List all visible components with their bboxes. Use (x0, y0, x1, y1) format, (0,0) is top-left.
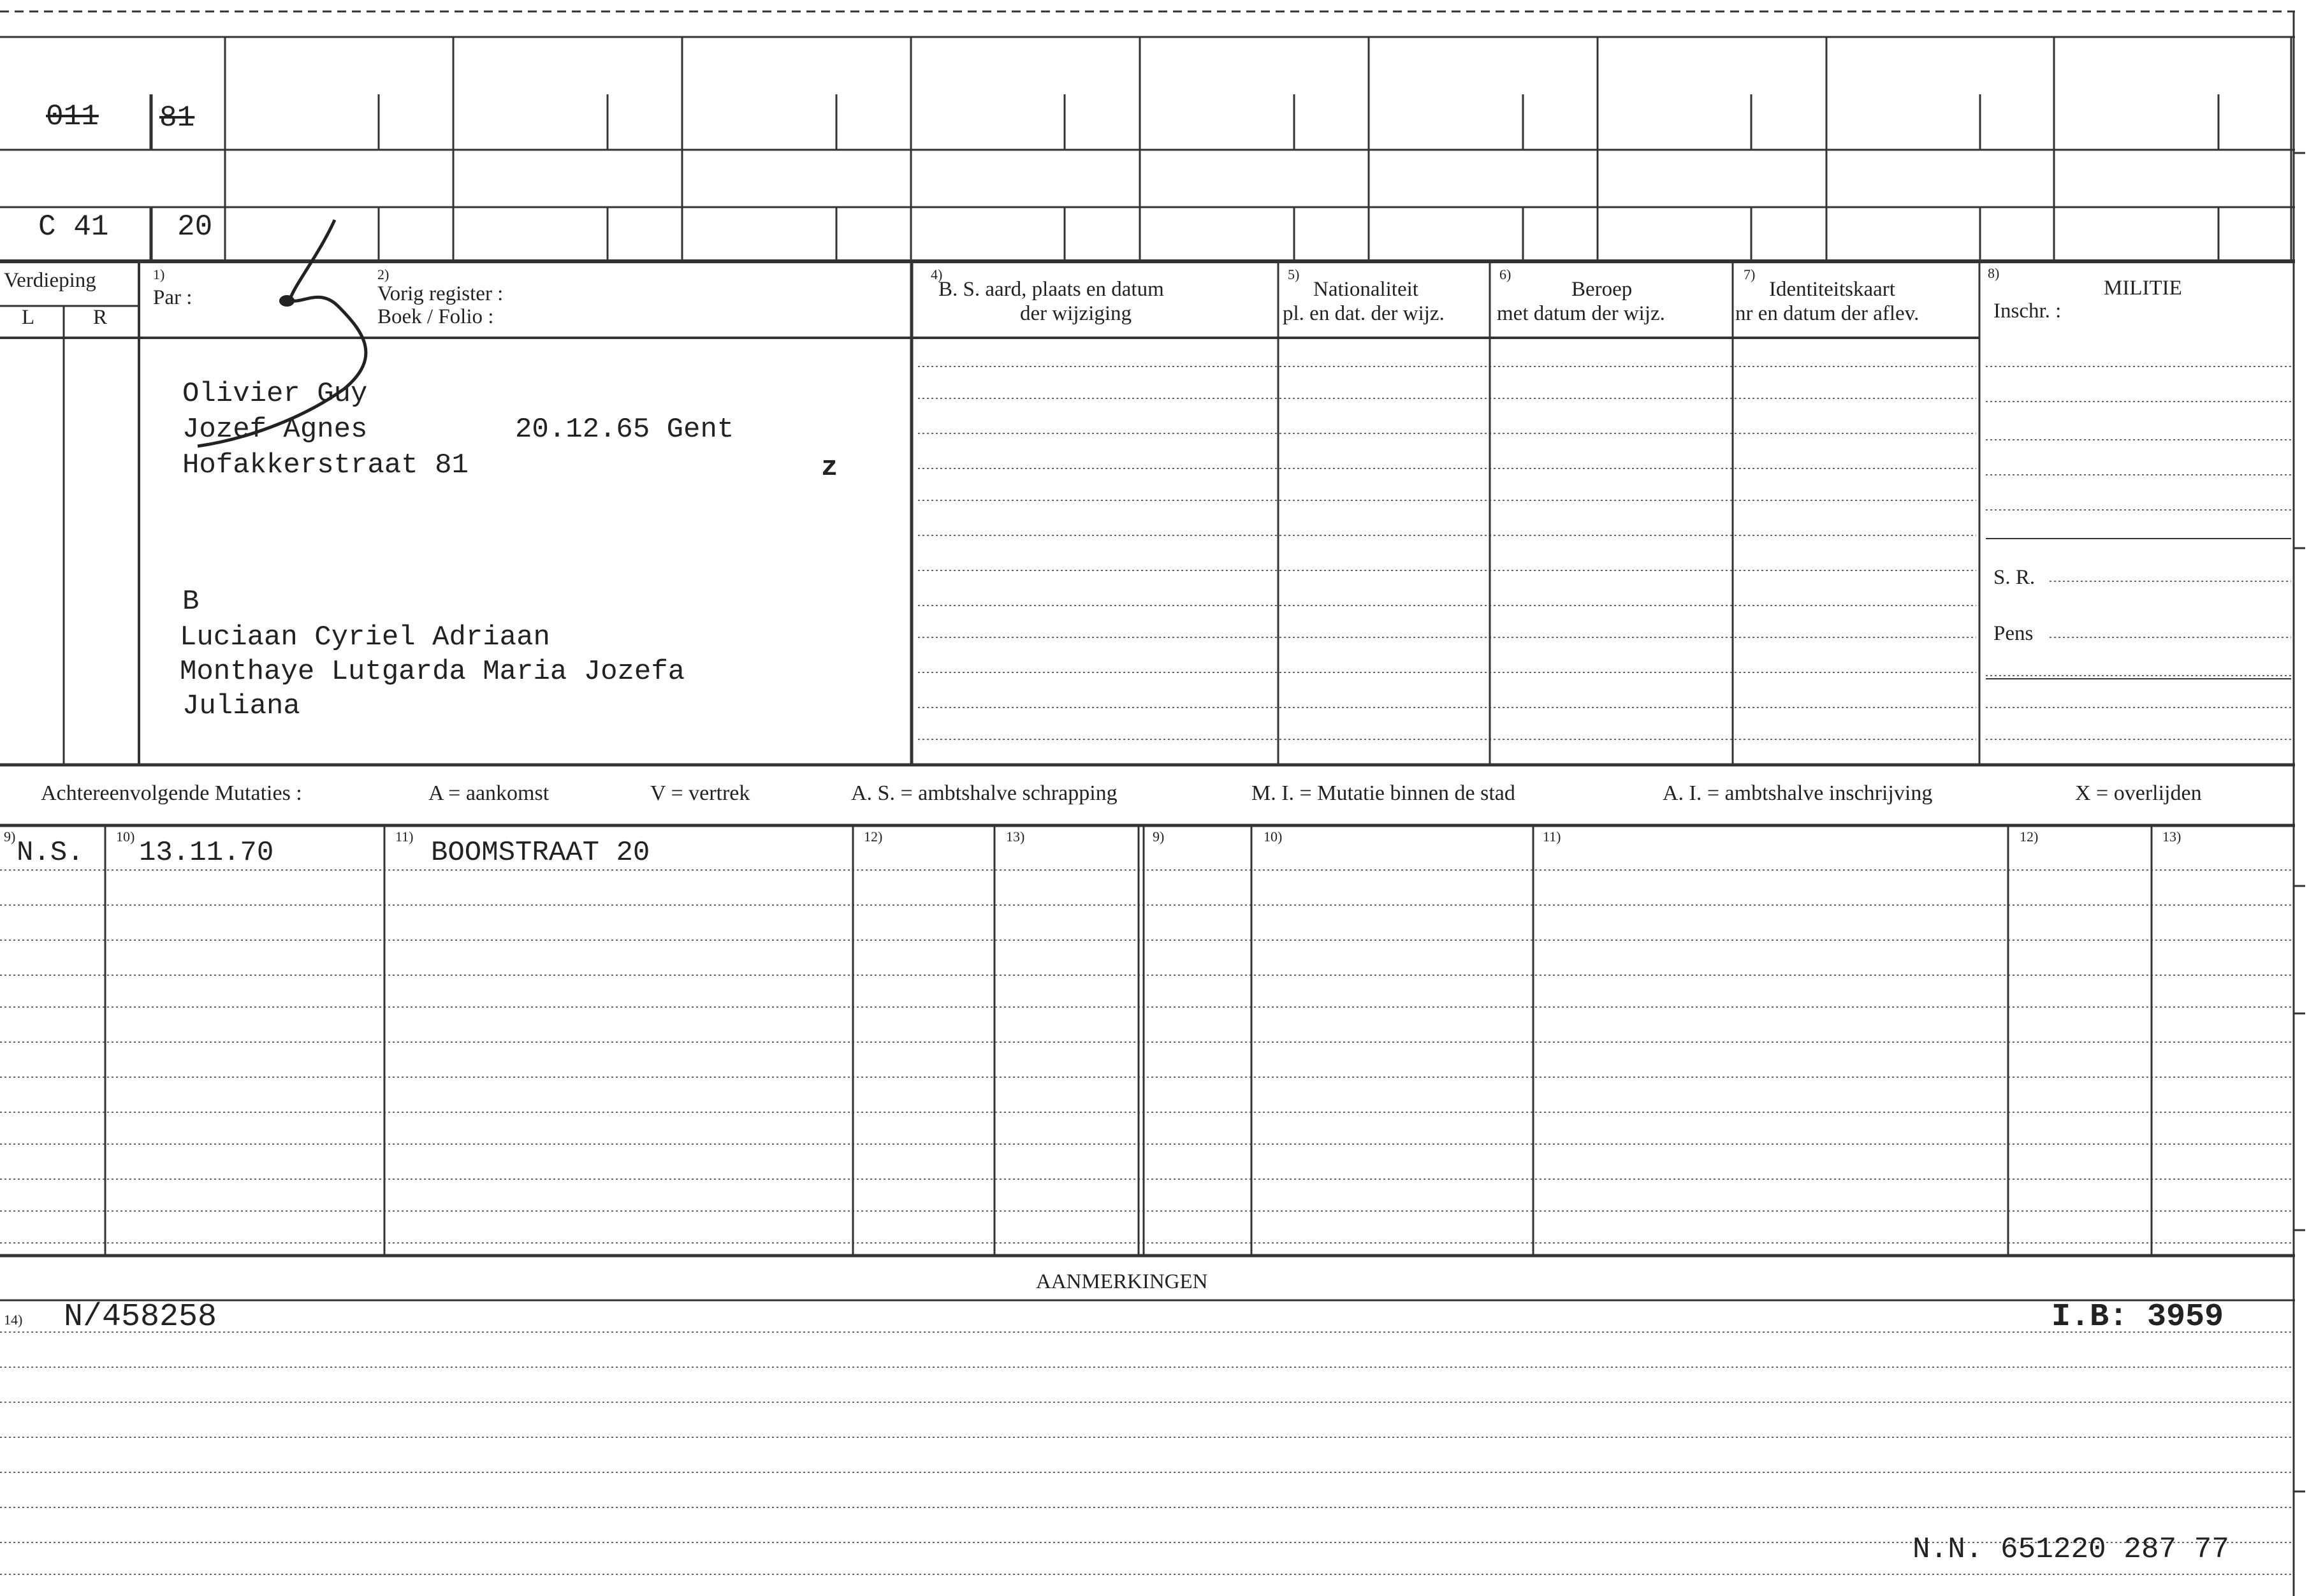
mut-col13-num: 13) (1006, 829, 1025, 845)
person-address: Hofakkerstraat 81 (182, 449, 469, 481)
legend-overlijden: X = overlijden (2075, 781, 2202, 805)
national-number: N.N. 651220 287 77 (1912, 1533, 2229, 1566)
mutation-date: 13.11.70 (139, 837, 274, 869)
parents-b-label: B (182, 586, 200, 618)
militie-header: MILITIE (2104, 277, 2182, 300)
bs-footnote: 4) (931, 266, 943, 282)
nat-footnote: 5) (1288, 266, 1300, 282)
par-footnote: 1) (153, 266, 165, 282)
handwritten-stroke (198, 220, 366, 446)
beroep-footnote: 6) (1499, 266, 1511, 282)
mut-col12b-num: 12) (2020, 829, 2039, 845)
remarks-right-note: I.B: 3959 (2051, 1299, 2224, 1335)
identiteitskaart-header: Identiteitskaart (1769, 278, 1895, 301)
vorig-footnote: 2) (377, 266, 390, 282)
nationaliteit-subheader: pl. en dat. der wijz. (1283, 302, 1445, 325)
top-block-number: 20 (177, 210, 213, 243)
militie-footnote: 8) (1988, 265, 2000, 281)
vorig-register-label: Vorig register : (377, 282, 504, 305)
beroep-header: Beroep (1571, 278, 1633, 301)
remarks-left-note: N/458258 (64, 1299, 217, 1335)
mut-col9-num: 9) (4, 829, 16, 845)
militie-sr: S. R. (1993, 566, 2036, 589)
verdieping-label: Verdieping (4, 269, 96, 292)
legend-title: Achtereenvolgende Mutaties : (41, 781, 302, 805)
nationaliteit-header: Nationaliteit (1313, 278, 1418, 301)
identiteitskaart-subheader: nr en datum der aflev. (1735, 302, 1919, 325)
legend-mutatie: M. I. = Mutatie binnen de stad (1251, 781, 1515, 805)
mut-col9b-num: 9) (1153, 829, 1165, 845)
militie-inschr: Inschr. : (1993, 300, 2062, 323)
boek-folio-label: Boek / Folio : (377, 305, 494, 328)
militie-pens: Pens (1993, 622, 2034, 645)
mutation-address: BOOMSTRAAT 20 (431, 837, 650, 869)
bs-header-line2: der wijziging (1020, 302, 1132, 325)
mut-col11-num: 11) (395, 829, 414, 845)
parent-mother: Monthaye Lutgarda Maria Jozefa (180, 656, 685, 688)
mut-col10-num: 10) (116, 829, 135, 845)
mut-col13b-num: 13) (2162, 829, 2182, 845)
legend-inschrijving: A. I. = ambtshalve inschrijving (1663, 781, 1933, 805)
person-mark: z (821, 452, 838, 484)
top-block-code: C 41 (38, 210, 109, 243)
mut-col11b-num: 11) (1543, 829, 1561, 845)
bs-header-line1: B. S. aard, plaats en datum (938, 278, 1164, 301)
legend-aankomst: A = aankomst (428, 781, 550, 805)
person-name-line1: Olivier Guy (182, 378, 368, 410)
verdieping-l: L (22, 306, 35, 329)
parent-mother-cont: Juliana (182, 690, 300, 722)
aanmerkingen-title: AANMERKINGEN (1036, 1270, 1208, 1293)
legend-vertrek: V = vertrek (650, 781, 750, 805)
parent-father: Luciaan Cyriel Adriaan (180, 621, 550, 653)
mut-col10b-num: 10) (1264, 829, 1283, 845)
top-block-code-struck: 011 (46, 100, 99, 133)
person-name-line2: Jozef Agnes (182, 414, 368, 446)
legend-schrapping: A. S. = ambtshalve schrapping (851, 781, 1118, 805)
beroep-subheader: met datum der wijz. (1497, 302, 1665, 325)
person-birth: 20.12.65 Gent (515, 414, 734, 446)
id-footnote: 7) (1744, 266, 1756, 282)
verdieping-r: R (93, 306, 108, 329)
top-block-number-struck: 81 (159, 101, 195, 134)
mutation-code: N.S. (17, 837, 84, 869)
mut-col12-num: 12) (864, 829, 883, 845)
remarks-footnote: 14) (4, 1312, 23, 1328)
par-label: Par : (153, 286, 193, 309)
ink-blot (279, 295, 295, 307)
